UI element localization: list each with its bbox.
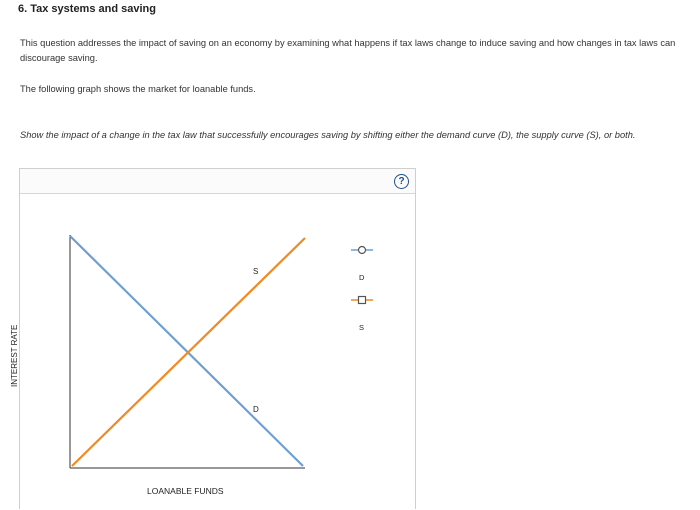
- graph-canvas[interactable]: [20, 169, 417, 510]
- question-circle-icon[interactable]: ?: [394, 174, 409, 189]
- question-intro: This question addresses the impact of saving on an economy by examining what happens if tax laws change to induce saving and how changes in tax laws can discourage saving.: [20, 38, 676, 63]
- question-title: 6. Tax systems and saving: [18, 3, 156, 15]
- supply-curve-label: S: [253, 267, 259, 276]
- supply-shift-tool[interactable]: [351, 297, 373, 304]
- demand-curve[interactable]: [70, 236, 303, 466]
- demand-tool-label: D: [359, 273, 365, 282]
- y-axis-label: INTEREST RATE: [10, 324, 19, 387]
- demand-shift-tool[interactable]: [351, 247, 373, 254]
- graph-panel: [19, 168, 416, 509]
- demand-curve-label: D: [253, 405, 259, 414]
- x-axis-label: LOANABLE FUNDS: [147, 486, 224, 496]
- supply-tool-label: S: [359, 323, 365, 332]
- question-instruction: Show the impact of a change in the tax law that successfully encourages saving by shifting either the demand curve (D), the supply curve (S), or both.: [20, 130, 636, 140]
- graph-description: The following graph shows the market for loanable funds.: [20, 84, 256, 94]
